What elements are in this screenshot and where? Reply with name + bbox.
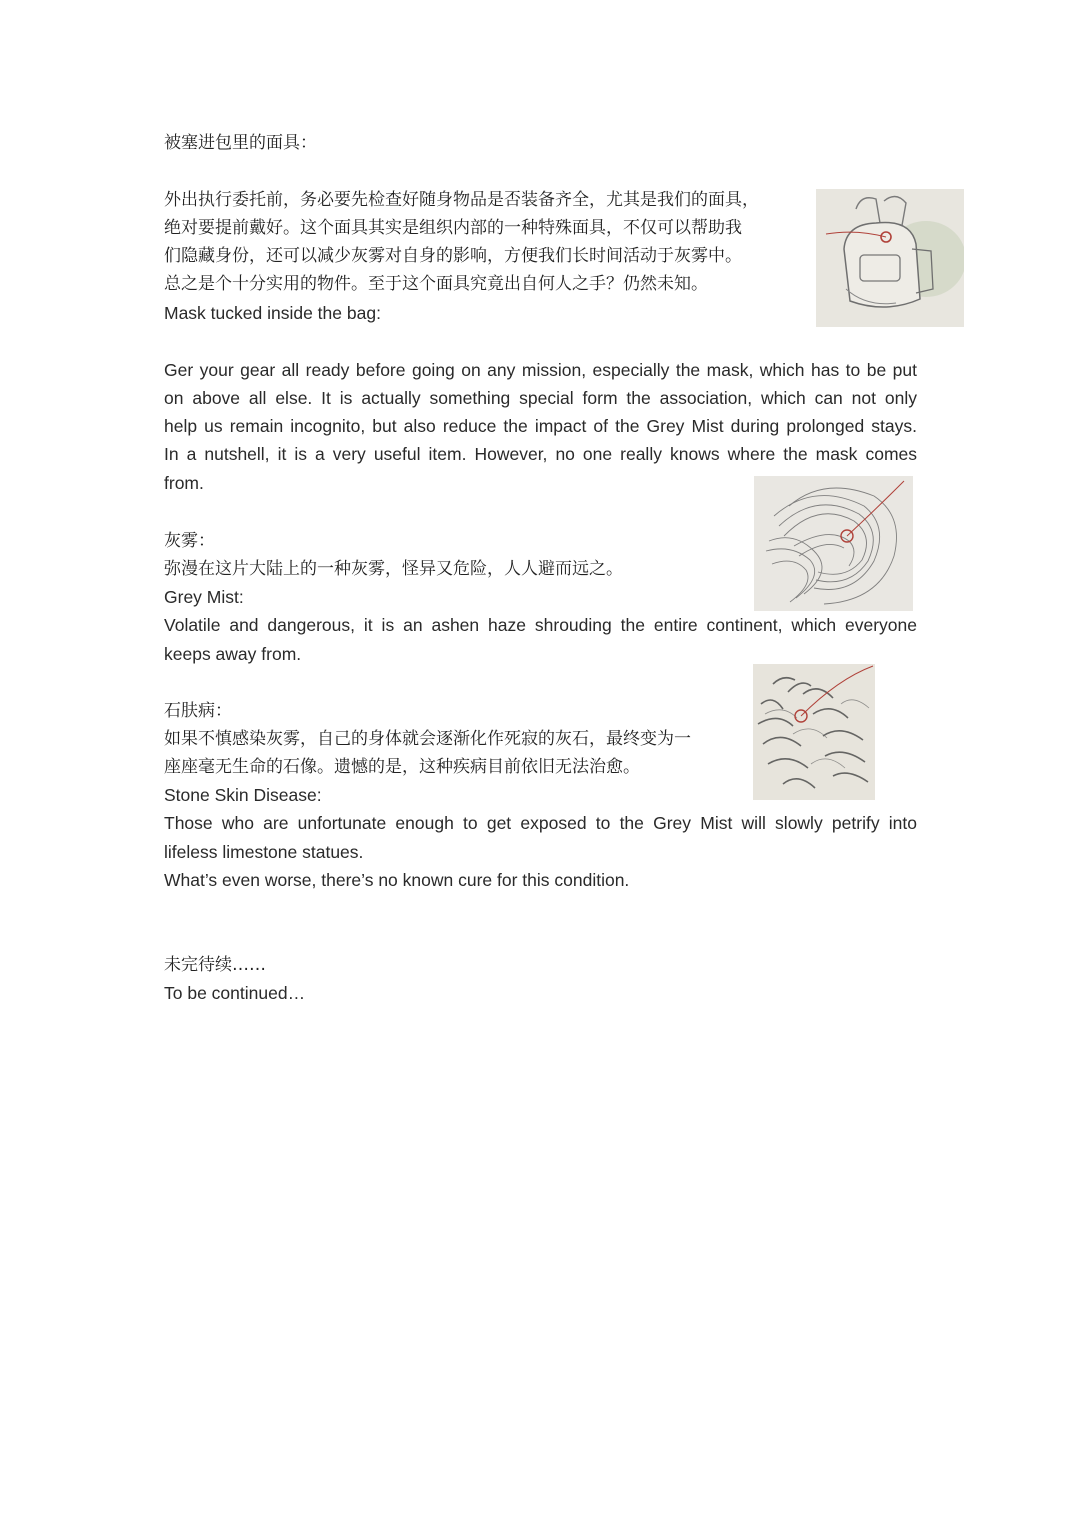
grey-mist-body-en-line: Volatile and dangerous, it is an ashen haze shrouding the entire continent, which everyone: [164, 615, 917, 635]
grey-mist-heading-cn: 灰雾：: [164, 531, 215, 551]
mask-body-cn-line: 外出执行委托前，务必要先检查好随身物品是否装备齐全，尤其是我们的面具，: [164, 190, 759, 210]
mask-bag-sketch-image: [816, 189, 964, 327]
mask-body-cn-line: 总之是个十分实用的物件。至于这个面具究竟出自何人之手？仍然未知。: [164, 274, 708, 294]
grey-mist-sketch-image: [754, 476, 913, 611]
mask-body-en-line: Ger your gear all ready before going on any mission, especially the mask, which has to be put: [164, 360, 917, 380]
mask-body-en-line: on above all else. It is actually something special form the association, which can not only: [164, 388, 917, 408]
mask-body-cn-line: 绝对要提前戴好。这个面具其实是组织内部的一种特殊面具，不仅可以帮助我: [164, 218, 742, 238]
grey-mist-body-en-line: keeps away from.: [164, 644, 302, 664]
stone-skin-heading-en: Stone Skin Disease:: [164, 785, 322, 805]
mask-body-en-line: from.: [164, 473, 204, 493]
grey-mist-body-cn: 弥漫在这片大陆上的一种灰雾，怪异又危险，人人避而远之。: [164, 559, 623, 579]
mask-body-cn-line: 们隐藏身份，还可以减少灰雾对自身的影响，方便我们长时间活动于灰雾中。: [164, 246, 742, 266]
ending-en: To be continued…: [164, 983, 306, 1003]
mask-body-en-line: In a nutshell, it is a very useful item. However, no one really knows where the mask comes: [164, 444, 917, 464]
stone-skin-heading-cn: 石肤病：: [164, 701, 232, 721]
stone-skin-body-cn-line: 如果不慎感染灰雾，自己的身体就会逐渐化作死寂的灰石，最终变为一: [164, 729, 691, 749]
mask-body-en-line: help us remain incognito, but also reduce the impact of the Grey Mist during prolonged stays.: [164, 416, 917, 436]
mask-heading-en: Mask tucked inside the bag:: [164, 303, 381, 323]
grey-mist-heading-en: Grey Mist:: [164, 587, 244, 607]
stone-skin-body-cn-line: 座座毫无生命的石像。遗憾的是，这种疾病目前依旧无法治愈。: [164, 757, 640, 777]
mask-heading-cn: 被塞进包里的面具：: [164, 133, 317, 153]
ending-cn: 未完待续……: [164, 955, 266, 975]
stone-skin-sketch-image: [753, 664, 875, 800]
stone-skin-body-en-line: lifeless limestone statues.: [164, 842, 364, 862]
stone-skin-body-en-line: Those who are unfortunate enough to get exposed to the Grey Mist will slowly petrify into: [164, 813, 917, 833]
stone-skin-body-en-line: What’s even worse, there’s no known cure for this condition.: [164, 870, 630, 890]
